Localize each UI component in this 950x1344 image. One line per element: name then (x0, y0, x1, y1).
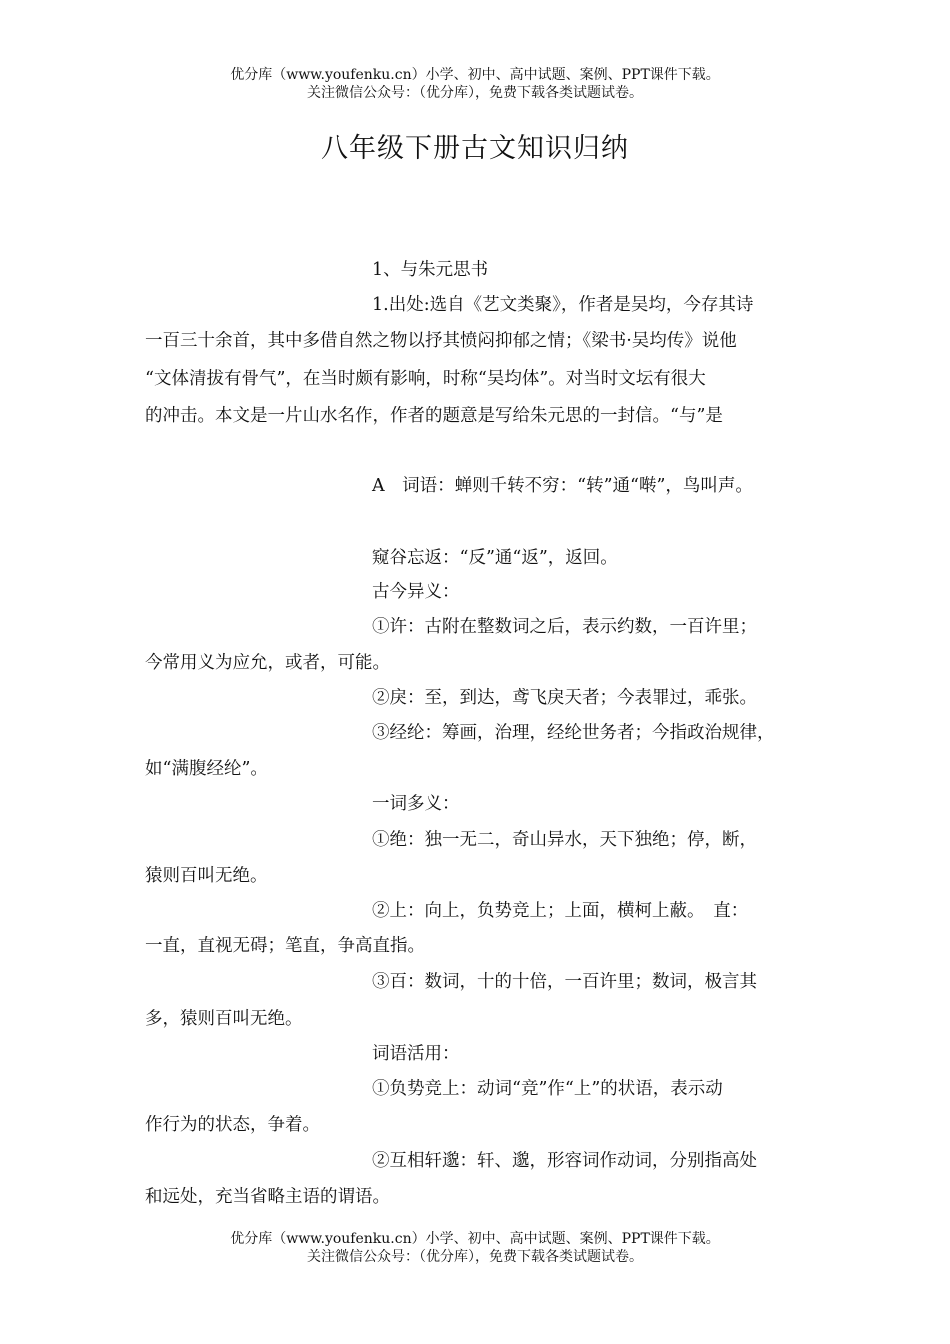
paragraph-line: 如“满腹经纶”。 (145, 759, 268, 779)
paragraph-line: 一直，直视无碍；笔直，争高直指。 (145, 936, 425, 956)
paragraph-line: 多，猿则百叫无绝。 (145, 1009, 303, 1029)
paragraph-line: 1.出处:选自《艺文类聚》，作者是吴均，今存其诗 (372, 295, 754, 315)
paragraph-line: ②互相轩邈：轩、邈，形容词作动词，分别指高处 (372, 1151, 757, 1171)
paragraph-line: ②上：向上，负势竞上；上面，横柯上蔽。 直： (372, 901, 749, 921)
header-line-2: 关注微信公众号：（优分库），免费下载各类试题试卷。 (307, 85, 643, 101)
footer-line-1: 优分库（www.youfenku.cn）小学、初中、高中试题、案例、PPT课件下载。 (230, 1231, 720, 1247)
paragraph-line: A 词语：蝉则千转不穷：“转”通“啭”，鸟叫声。 (372, 476, 753, 496)
subheading: 词语活用： (372, 1044, 460, 1064)
subheading: 古今异义： (372, 582, 460, 602)
paragraph-line: 今常用义为应允，或者，可能。 (145, 653, 390, 673)
paragraph-line: 一百三十余首，其中多借自然之物以抒其愤闷抑郁之情；《梁书·吴均传》说他 (145, 331, 737, 351)
paragraph-line: 和远处，充当省略主语的谓语。 (145, 1187, 390, 1207)
header-line-1: 优分库（www.youfenku.cn）小学、初中、高中试题、案例、PPT课件下载。 (230, 67, 720, 83)
paragraph-line: 窥谷忘返：“反”通“返”，返回。 (372, 548, 618, 568)
paragraph-line: ①许：古附在整数词之后，表示约数，一百许里； (372, 617, 757, 637)
section-heading: 1、与朱元思书 (372, 260, 489, 280)
paragraph-line: ①负势竞上：动词“竞”作“上”的状语，表示动 (372, 1079, 723, 1099)
paragraph-line: ②戾：至，到达，鸢飞戾天者；今表罪过，乖张。 (372, 688, 757, 708)
paragraph-line: ①绝：独一无二，奇山异水，天下独绝；停，断， (372, 830, 757, 850)
paragraph-line: 猿则百叫无绝。 (145, 866, 268, 886)
paragraph-line: ③百：数词，十的十倍，一百许里；数词，极言其 (372, 972, 757, 992)
footer-line-2: 关注微信公众号：（优分库），免费下载各类试题试卷。 (307, 1249, 643, 1265)
paragraph-line: ③经纶：筹画，治理，经纶世务者；今指政治规律， (372, 723, 775, 743)
paragraph-line: “文体清拔有骨气”，在当时颇有影响，时称“吴均体”。对当时文坛有很大 (145, 369, 706, 389)
paragraph-line: 作行为的状态，争着。 (145, 1115, 320, 1135)
subheading: 一词多义： (372, 794, 460, 814)
paragraph-line: 的冲击。本文是一片山水名作，作者的题意是写给朱元思的一封信。“与”是 (145, 406, 723, 426)
document-title: 八年级下册古文知识归纳 (321, 133, 629, 164)
